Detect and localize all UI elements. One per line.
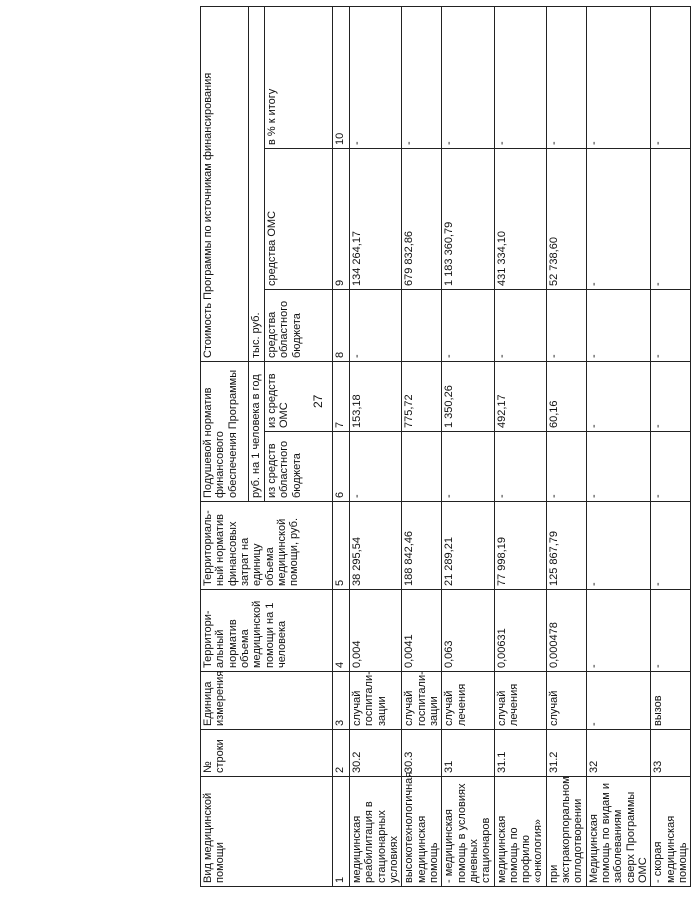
- cell-cost: -: [586, 502, 651, 590]
- cell-unit: -: [586, 672, 651, 730]
- cell-cost-oms: 52 738,60: [546, 149, 586, 290]
- header-medical-care-type: Вид медицинской помощи: [201, 777, 333, 887]
- cell-cost-oms: 431 334,10: [494, 149, 546, 290]
- table-row: [546, 7, 586, 887]
- header-per-capita-budget: из средств областного бюджета: [265, 432, 333, 502]
- column-number: 3: [333, 672, 350, 730]
- cell-percent: -: [494, 7, 546, 149]
- cell-name: медицинская помощь по профилю «онкология»: [494, 777, 546, 887]
- cell-row-number: 30.3: [402, 730, 442, 777]
- column-number: 8: [333, 290, 350, 362]
- cell-unit: вызов: [651, 672, 691, 730]
- table-row: [494, 7, 546, 887]
- cell-volume: 0,000478: [546, 590, 586, 672]
- cell-cost-budget: -: [350, 290, 402, 362]
- cell-cost: 125 867,79: [546, 502, 586, 590]
- header-cost-budget: средства областного бюджета: [265, 290, 333, 362]
- column-number: 4: [333, 590, 350, 672]
- cell-pc-oms: 60,16: [546, 362, 586, 432]
- header-per-capita-group: Подушевой норматив финансового обеспечения Программы: [201, 362, 249, 502]
- cell-unit: случай лечения: [442, 672, 494, 730]
- cell-volume: 0,063: [442, 590, 494, 672]
- header-per-capita-oms: из средств ОМС: [265, 362, 333, 432]
- header-cost-unit: тыс. руб.: [249, 7, 265, 362]
- cell-name: высокотехнологичная медицинская помощь: [402, 777, 442, 887]
- cell-row-number: 33: [651, 730, 691, 777]
- cell-pc-oms: 492,17: [494, 362, 546, 432]
- column-number: 9: [333, 149, 350, 290]
- table-row: [586, 7, 651, 887]
- cell-pc-oms: -: [651, 362, 691, 432]
- cell-unit: случай госпитали-зации: [350, 672, 402, 730]
- cell-percent: -: [651, 7, 691, 149]
- table-row: [442, 7, 494, 887]
- column-number: 10: [333, 7, 350, 149]
- cell-volume: 0,00631: [494, 590, 546, 672]
- cell-cost-oms: -: [586, 149, 651, 290]
- header-volume-norm: Территори-альный норматив объема медицинской помощи на 1 человека: [201, 590, 333, 672]
- cell-volume: -: [586, 590, 651, 672]
- cell-pc-oms: -: [586, 362, 651, 432]
- column-number: 7: [333, 362, 350, 432]
- program-cost-table: [200, 6, 691, 887]
- cell-name: - скорая медицинская помощь: [651, 777, 691, 887]
- cell-unit: случай госпитали-зации: [402, 672, 442, 730]
- cell-name: при экстракорпоральном оплодотворении: [546, 777, 586, 887]
- cell-cost-budget: -: [494, 290, 546, 362]
- cell-cost-oms: 1 183 360,79: [442, 149, 494, 290]
- cell-pc-oms: 1 350,26: [442, 362, 494, 432]
- table-row: [402, 7, 442, 887]
- cell-cost-oms: 134 264,17: [350, 149, 402, 290]
- cell-cost: -: [651, 502, 691, 590]
- column-number-row: [333, 7, 350, 887]
- cell-row-number: 32: [586, 730, 651, 777]
- cell-pc-budget: -: [586, 432, 651, 502]
- header-percent-total: в % к итогу: [265, 7, 333, 149]
- cell-volume: 0,0041: [402, 590, 442, 672]
- header-cost-oms: средства ОМС: [265, 149, 333, 290]
- cell-name: - медицинская помощь в условиях дневных стационаров: [442, 777, 494, 887]
- table-row: [651, 7, 691, 887]
- cell-name: Медицинская помощь по видам и заболеваниям сверх Программы ОМС: [586, 777, 651, 887]
- cell-pc-budget: -: [494, 432, 546, 502]
- cell-cost: 77 998,19: [494, 502, 546, 590]
- cell-unit: случай лечения: [494, 672, 546, 730]
- cell-cost: 21 289,21: [442, 502, 494, 590]
- header-cost-norm: Территориаль-ный норматив финансовых затрат на единицу объема медицинской помощи, руб.: [201, 502, 333, 590]
- cell-cost-budget: -: [442, 290, 494, 362]
- cell-cost-oms: 679 832,86: [402, 149, 442, 290]
- column-number: 2: [333, 730, 350, 777]
- cell-row-number: 31.1: [494, 730, 546, 777]
- cell-percent: -: [586, 7, 651, 149]
- cell-unit: случай: [546, 672, 586, 730]
- cell-pc-oms: 775,72: [402, 362, 442, 432]
- cell-cost-budget: -: [546, 290, 586, 362]
- cell-percent: -: [442, 7, 494, 149]
- table-row: [350, 7, 402, 887]
- cell-cost-budget: -: [651, 290, 691, 362]
- cell-volume: 0,004: [350, 590, 402, 672]
- header-cost-group: Стоимость Программы по источникам финансирования: [201, 7, 249, 362]
- cell-cost-budget: [402, 290, 442, 362]
- cell-percent: -: [350, 7, 402, 149]
- cell-pc-oms: 153,18: [350, 362, 402, 432]
- header-unit: Единица измерения: [201, 672, 333, 730]
- cell-pc-budget: -: [350, 432, 402, 502]
- cell-cost: 38 295,54: [350, 502, 402, 590]
- header-row-number: № строки: [201, 730, 333, 777]
- cell-pc-budget: -: [546, 432, 586, 502]
- cell-name: медицинская реабилитация в стационарных условиях: [350, 777, 402, 887]
- cell-cost: 188 842,46: [402, 502, 442, 590]
- cell-percent: -: [546, 7, 586, 149]
- cell-row-number: 31: [442, 730, 494, 777]
- cell-percent: -: [402, 7, 442, 149]
- page-number: 27: [311, 394, 325, 408]
- cell-cost-budget: -: [586, 290, 651, 362]
- column-number: 6: [333, 432, 350, 502]
- cell-row-number: 31.2: [546, 730, 586, 777]
- column-number: 5: [333, 502, 350, 590]
- cell-pc-budget: [402, 432, 442, 502]
- header-per-capita-unit: руб. на 1 человека в год: [249, 362, 265, 502]
- rotated-table-area: [200, 7, 689, 887]
- cell-row-number: 30.2: [350, 730, 402, 777]
- column-number: 1: [333, 777, 350, 887]
- cell-cost-oms: -: [651, 149, 691, 290]
- cell-pc-budget: -: [442, 432, 494, 502]
- cell-volume: -: [651, 590, 691, 672]
- cell-pc-budget: -: [651, 432, 691, 502]
